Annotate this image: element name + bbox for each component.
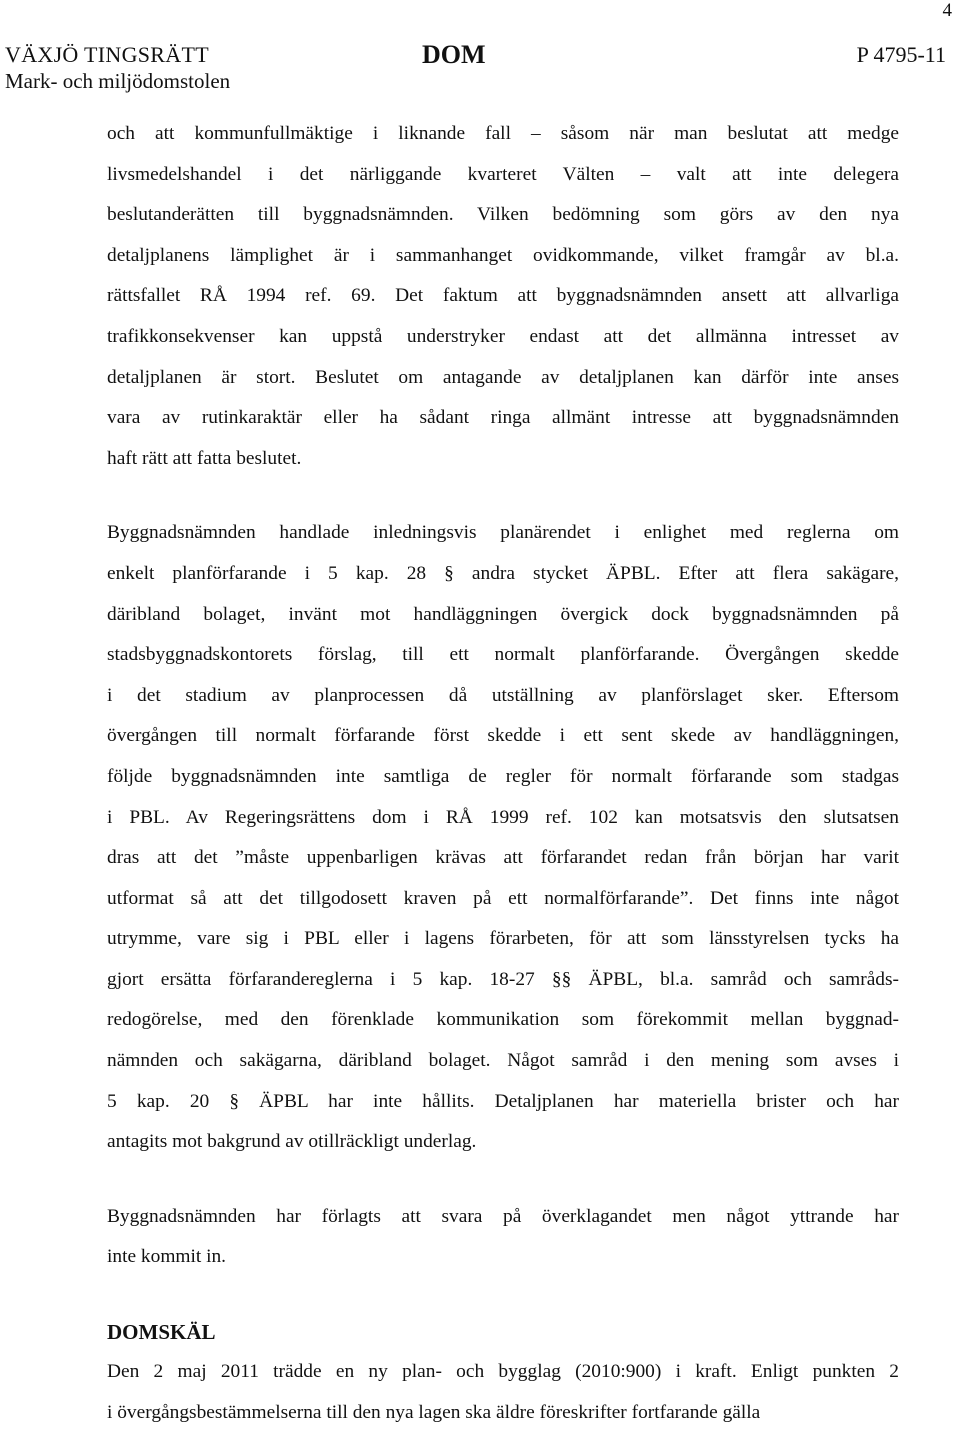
text-line: antagits mot bakgrund av otillräckligt underlag. bbox=[107, 1131, 477, 1153]
text-line: 5 kap. 20 § ÄPBL har inte hållits. Detaljplanen har materiella brister och har bbox=[107, 1090, 899, 1112]
paragraph-2 bbox=[107, 513, 899, 1163]
paragraph-1 bbox=[107, 114, 899, 479]
text-line: Den 2 maj 2011 trädde en ny plan- och bygglag (2010:900) i kraft. Enligt punkten 2 bbox=[107, 1361, 899, 1383]
text-line: detaljplanens lämplighet är i sammanhanget ovidkommande, vilket framgår av bl.a. bbox=[107, 244, 899, 266]
text-line: gjort ersätta förfarandereglerna i 5 kap. 18-27 §§ ÄPBL, bl.a. samråd och samråds- bbox=[107, 968, 899, 990]
text-line: detaljplanen är stort. Beslutet om antagande av detaljplanen kan därför inte anses bbox=[107, 366, 899, 388]
court-division: Mark- och miljödomstolen bbox=[5, 69, 231, 93]
text-line: i det stadium av planprocessen då utställning av planförslaget sker. Eftersom bbox=[107, 684, 899, 706]
text-line: redogörelse, med den förenklade kommunikation som förekommit mellan byggnad- bbox=[107, 1009, 899, 1031]
text-line: rättsfallet RÅ 1994 ref. 69. Det faktum att byggnadsnämnden ansett att allvarliga bbox=[107, 285, 899, 307]
document-type: DOM bbox=[422, 40, 486, 69]
text-line: dras att det ”måste uppenbarligen krävas att förfarandet redan från början har varit bbox=[107, 847, 899, 869]
text-line: i PBL. Av Regeringsrättens dom i RÅ 1999 ref. 102 kan motsatsvis den slutsatsen bbox=[107, 806, 899, 828]
case-number: P 4795-11 bbox=[856, 42, 946, 67]
text-line: och att kommunfullmäktige i liknande fall – såsom när man beslutat att medge bbox=[107, 123, 899, 144]
text-line: övergången till normalt förfarande först skedde i ett sent skede av handläggningen, bbox=[107, 725, 899, 747]
page-number: 4 bbox=[942, 0, 952, 21]
text-line: Byggnadsnämnden har förlagts att svara på överklagandet men något yttrande har bbox=[107, 1205, 899, 1227]
text-line: enkelt planförfarande i 5 kap. 28 § andra stycket ÄPBL. Efter att flera sakägare, bbox=[107, 562, 899, 584]
text-line: följde byggnadsnämnden inte samtliga de regler för normalt förfarande som stadgas bbox=[107, 765, 899, 787]
text-line: utformat så att det tillgodosett kraven på ett normalförfarande”. Det finns inte något bbox=[107, 887, 899, 909]
text-line: beslutanderätten till byggnadsnämnden. Vilken bedömning som görs av den nya bbox=[107, 204, 899, 226]
text-line: inte kommit in. bbox=[107, 1246, 227, 1268]
section-heading-domskal: DOMSKÄL bbox=[107, 1320, 216, 1345]
court-name: VÄXJÖ TINGSRÄTT bbox=[5, 42, 209, 67]
text-line: Byggnadsnämnden handlade inledningsvis planärendet i enlighet med reglerna om bbox=[107, 522, 899, 544]
text-line: vara av rutinkaraktär eller ha sådant ringa allmänt intresse att byggnadsnämnden bbox=[107, 407, 899, 429]
paragraph-3 bbox=[107, 1197, 899, 1278]
document-body bbox=[107, 114, 899, 1433]
text-line: nämnden och sakägarna, däribland bolaget. Något samråd i den mening som avses i bbox=[107, 1050, 899, 1072]
text-line: däribland bolaget, invänt mot handläggningen övergick dock byggnadsnämnden på bbox=[107, 603, 899, 625]
text-line: i övergångsbestämmelserna till den nya lagen ska äldre föreskrifter fortfarande gälla bbox=[107, 1401, 761, 1423]
text-line: haft rätt att fatta beslutet. bbox=[107, 447, 302, 469]
text-line: stadsbyggnadskontorets förslag, till ett normalt planförfarande. Övergången skedde bbox=[107, 644, 899, 666]
text-line: livsmedelshandel i det närliggande kvarteret Välten – valt att inte delegera bbox=[107, 163, 899, 185]
text-line: trafikkonsekvenser kan uppstå understryker endast att det allmänna intresset av bbox=[107, 325, 899, 347]
paragraph-domskal bbox=[107, 1352, 899, 1433]
text-line: utrymme, vare sig i PBL eller i lagens förarbeten, för att som länsstyrelsen tycks ha bbox=[107, 928, 899, 950]
